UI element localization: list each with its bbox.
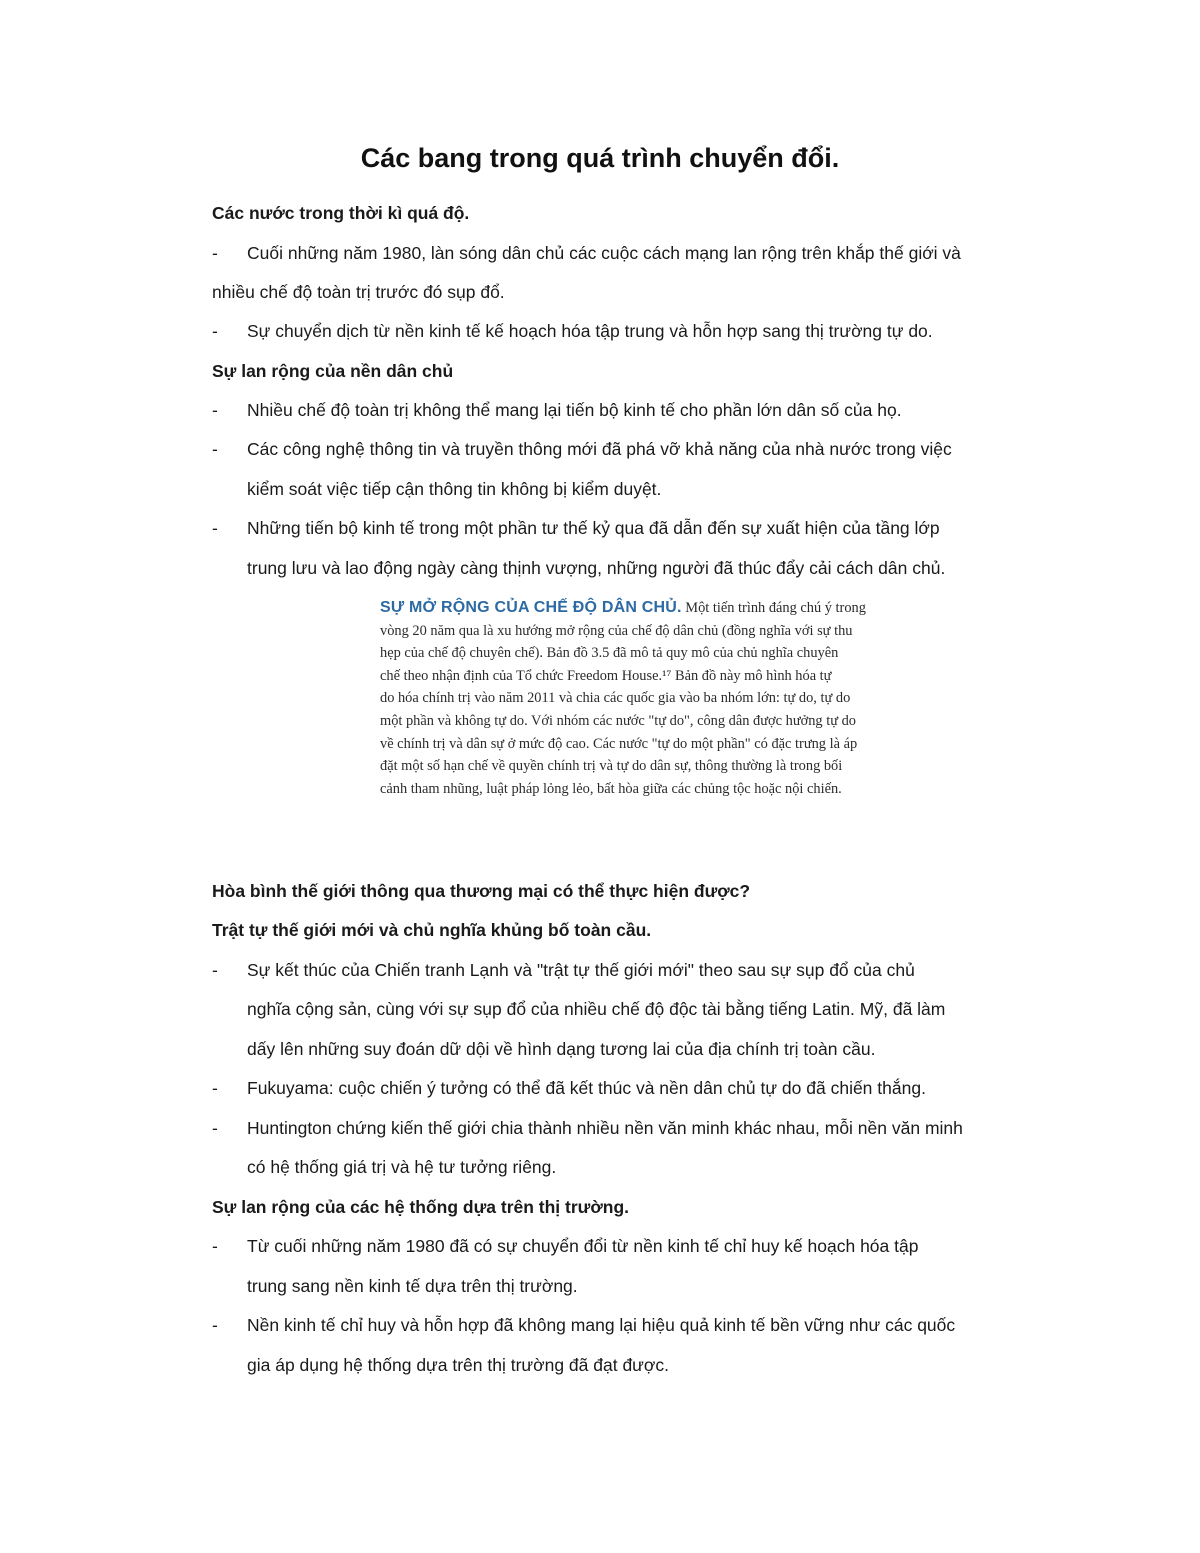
section-heading: Hòa bình thế giới thông qua thương mại có thể thực hiện được? <box>212 881 751 901</box>
excerpt-line: một phần và không tự do. Với nhóm các nước "tự do", công dân được hưởng tự do <box>380 712 857 729</box>
section-heading: Các nước trong thời kì quá độ. <box>212 203 470 223</box>
section-heading: Trật tự thế giới mới và chủ nghĩa khủng bố toàn cầu. <box>212 920 652 940</box>
bullet-text: dấy lên những suy đoán dữ dội về hình dạng tương lai của địa chính trị toàn cầu. <box>247 1039 876 1059</box>
bullet-marker: - <box>212 960 218 980</box>
bullet-text: Fukuyama: cuộc chiến ý tưởng có thể đã kết thúc và nền dân chủ tự do đã chiến thắng. <box>247 1078 926 1098</box>
bullet-text: Sự kết thúc của Chiến tranh Lạnh và "trật tự thế giới mới" theo sau sự sụp đổ của chủ <box>247 960 915 980</box>
bullet-text: gia áp dụng hệ thống dựa trên thị trường đã đạt được. <box>247 1355 669 1375</box>
excerpt-line: về chính trị và dân sự ở mức độ cao. Các nước "tự do một phần" có đặc trưng là áp <box>380 735 858 752</box>
embedded-text-excerpt <box>380 597 925 800</box>
bullet-text: trung sang nền kinh tế dựa trên thị trường. <box>247 1276 578 1296</box>
bullet-text: trung lưu và lao động ngày càng thịnh vượng, những người đã thúc đẩy cải cách dân chủ. <box>247 558 946 578</box>
bullet-text: Từ cuối những năm 1980 đã có sự chuyển đổi từ nền kinh tế chỉ huy kế hoạch hóa tập <box>247 1236 919 1256</box>
page-title: Các bang trong quá trình chuyển đổi. <box>360 143 840 173</box>
excerpt-line: vòng 20 năm qua là xu hướng mở rộng của chế độ dân chủ (đồng nghĩa với sự thu <box>380 622 853 639</box>
bullet-text: Sự chuyển dịch từ nền kinh tế kế hoạch hóa tập trung và hỗn hợp sang thị trường tự do. <box>247 321 933 341</box>
bullet-marker: - <box>212 400 218 420</box>
bullet-text: kiểm soát việc tiếp cận thông tin không bị kiểm duyệt. <box>247 479 662 499</box>
bullet-marker: - <box>212 439 218 459</box>
bullet-text: Huntington chứng kiến thế giới chia thành nhiều nền văn minh khác nhau, mỗi nền văn minh <box>247 1118 963 1138</box>
section-heading: Sự lan rộng của các hệ thống dựa trên thị trường. <box>212 1197 630 1217</box>
bullet-text: Những tiến bộ kinh tế trong một phần tư thế kỷ qua đã dẫn đến sự xuất hiện của tầng lớp <box>247 518 940 538</box>
excerpt-heading: SỰ MỞ RỘNG CỦA CHẾ ĐỘ DÂN CHỦ. <box>380 599 682 616</box>
bullet-marker: - <box>212 321 218 341</box>
bullet-text: Các công nghệ thông tin và truyền thông mới đã phá vỡ khả năng của nhà nước trong việc <box>247 439 952 459</box>
excerpt-line: chế theo nhận định của Tổ chức Freedom House.¹⁷ Bản đồ này mô hình hóa tự <box>380 667 832 684</box>
bullet-marker: - <box>212 518 218 538</box>
excerpt-line: do hóa chính trị vào năm 2011 và chia các quốc gia vào ba nhóm lớn: tự do, tự do <box>380 690 851 707</box>
section-heading: Sự lan rộng của nền dân chủ <box>212 361 454 381</box>
bullet-marker: - <box>212 243 218 263</box>
bullet-marker: - <box>212 1315 218 1335</box>
bullet-text: Cuối những năm 1980, làn sóng dân chủ các cuộc cách mạng lan rộng trên khắp thế giới và <box>247 243 961 263</box>
excerpt-line: cảnh tham nhũng, luật pháp lỏng lẻo, bất hòa giữa các chủng tộc hoặc nội chiến. <box>380 780 842 797</box>
bullet-marker: - <box>212 1118 218 1138</box>
excerpt-line: Một tiến trình đáng chú ý trong <box>685 600 866 616</box>
bullet-marker: - <box>212 1078 218 1098</box>
excerpt-line: đặt một số hạn chế về quyền chính trị và tự do dân sự, thông thường là trong bối <box>380 758 843 775</box>
bullet-text: nghĩa cộng sản, cùng với sự sụp đổ của nhiều chế độ độc tài bằng tiếng Latin. Mỹ, đã làm <box>247 999 946 1019</box>
bullet-text: Nền kinh tế chỉ huy và hỗn hợp đã không mang lại hiệu quả kinh tế bền vững như các quốc <box>247 1315 956 1335</box>
bullet-text: Nhiều chế độ toàn trị không thể mang lại tiến bộ kinh tế cho phần lớn dân số của họ. <box>247 400 902 420</box>
excerpt-line: hẹp của chế độ chuyên chế). Bản đồ 3.5 đã mô tả quy mô của chủ nghĩa chuyên <box>380 645 839 662</box>
bullet-text: có hệ thống giá trị và hệ tư tưởng riêng. <box>247 1157 557 1177</box>
bullet-text: nhiều chế độ toàn trị trước đó sụp đổ. <box>212 282 505 302</box>
bullet-marker: - <box>212 1236 218 1256</box>
